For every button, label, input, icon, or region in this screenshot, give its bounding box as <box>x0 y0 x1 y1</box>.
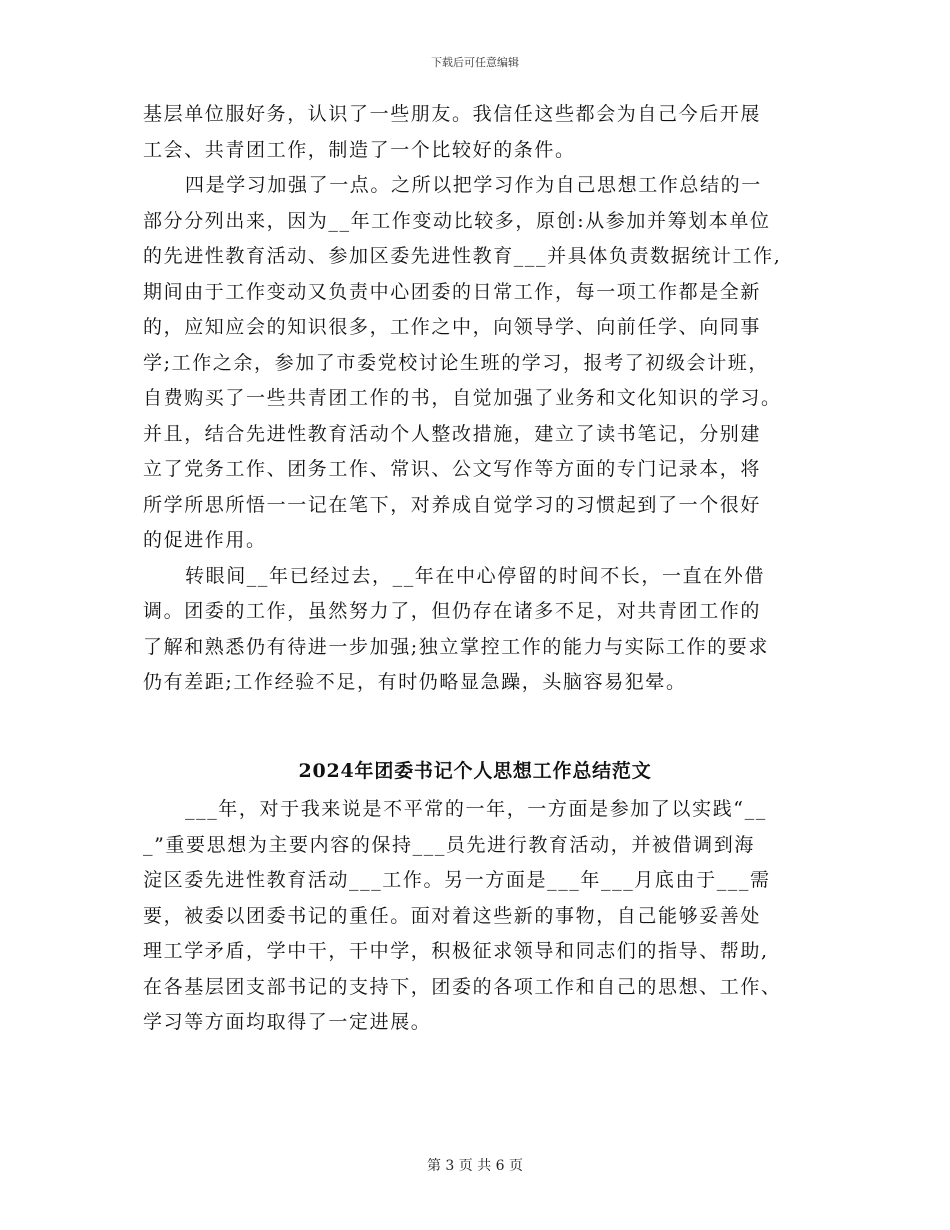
text-line: 仍有差距;工作经验不足，有时仍略显急躁，头脑容易犯晕。 <box>143 671 687 693</box>
page-number-footer: 第 3 页 共 6 页 <box>426 1158 524 1174</box>
text-line: 调。团委的工作，虽然努力了，但仍存在诸多不足，对共青团工作的 <box>143 600 762 622</box>
page-header-note: 下载后可任意编辑 <box>431 56 519 69</box>
text-line: 要，被委以团委书记的重任。面对着这些新的事物，自己能够妥善处 <box>143 904 762 927</box>
text-line: 基层单位服好务，认识了一些朋友。我信任这些都会为自己今后开展 <box>143 103 762 125</box>
text-line: 所学所思所悟一一记在笔下，对养成自觉学习的习惯起到了一个很好 <box>143 493 762 516</box>
text-line: _”重要思想为主要内容的保持___员先进行教育活动，并被借调到海 <box>143 833 755 856</box>
text-line: 的先进性教育活动、参加区委先进性教育___并具体负责数据统计工作, <box>143 245 782 267</box>
text-line: 自费购买了一些共青团工作的书，自觉加强了业务和文化知识的学习。 <box>143 387 782 409</box>
text-line: 淀区委先进性教育活动___工作。另一方面是___年___月底由于___需 <box>143 869 771 891</box>
body-section-1 <box>143 97 828 701</box>
text-line: 在各基层团支部书记的支持下，团委的各项工作和自己的思想、工作、 <box>143 975 782 998</box>
section-heading: 2024年团委书记个人思想工作总结范文 <box>298 760 652 782</box>
text-line: 了解和熟悉仍有待进一步加强;独立掌控工作的能力与实际工作的要求 <box>143 635 770 658</box>
paragraph-start-line: 转眼间__年已经过去，__年在中心停留的时间不长，一直在外借 <box>185 564 766 587</box>
text-line: 学;工作之余，参加了市委党校讨论生班的学习，报考了初级会计班， <box>143 351 770 374</box>
text-line: 工会、共青团工作，制造了一个比较好的条件。 <box>143 138 576 161</box>
paragraph-start-line: 四是学习加强了一点。之所以把学习作为自己思想工作总结的一 <box>185 174 762 196</box>
text-line: 的促进作用。 <box>143 529 267 551</box>
text-line: 理工学矛盾，学中干，干中学，积极征求领导和同志们的指导、帮助, <box>143 940 769 962</box>
paragraph-start-line: ___年，对于我来说是不平常的一年，一方面是参加了以实践“__ <box>185 798 767 820</box>
text-line: 学习等方面均取得了一定进展。 <box>143 1011 432 1033</box>
text-line: 部分分列出来，因为__年工作变动比较多，原创:从参加并筹划本单位 <box>143 209 771 232</box>
text-line: 并且，结合先进性教育活动个人整改措施，建立了读书笔记，分别建 <box>143 422 762 445</box>
text-line: 的，应知应会的知识很多，工作之中，向领导学、向前任学、向同事 <box>143 316 762 338</box>
body-section-2 <box>143 792 828 1041</box>
text-line: 立了党务工作、团务工作、常识、公文写作等方面的专门记录本，将 <box>143 458 762 480</box>
text-line: 期间由于工作变动又负责中心团委的日常工作，每一项工作都是全新 <box>143 280 762 303</box>
